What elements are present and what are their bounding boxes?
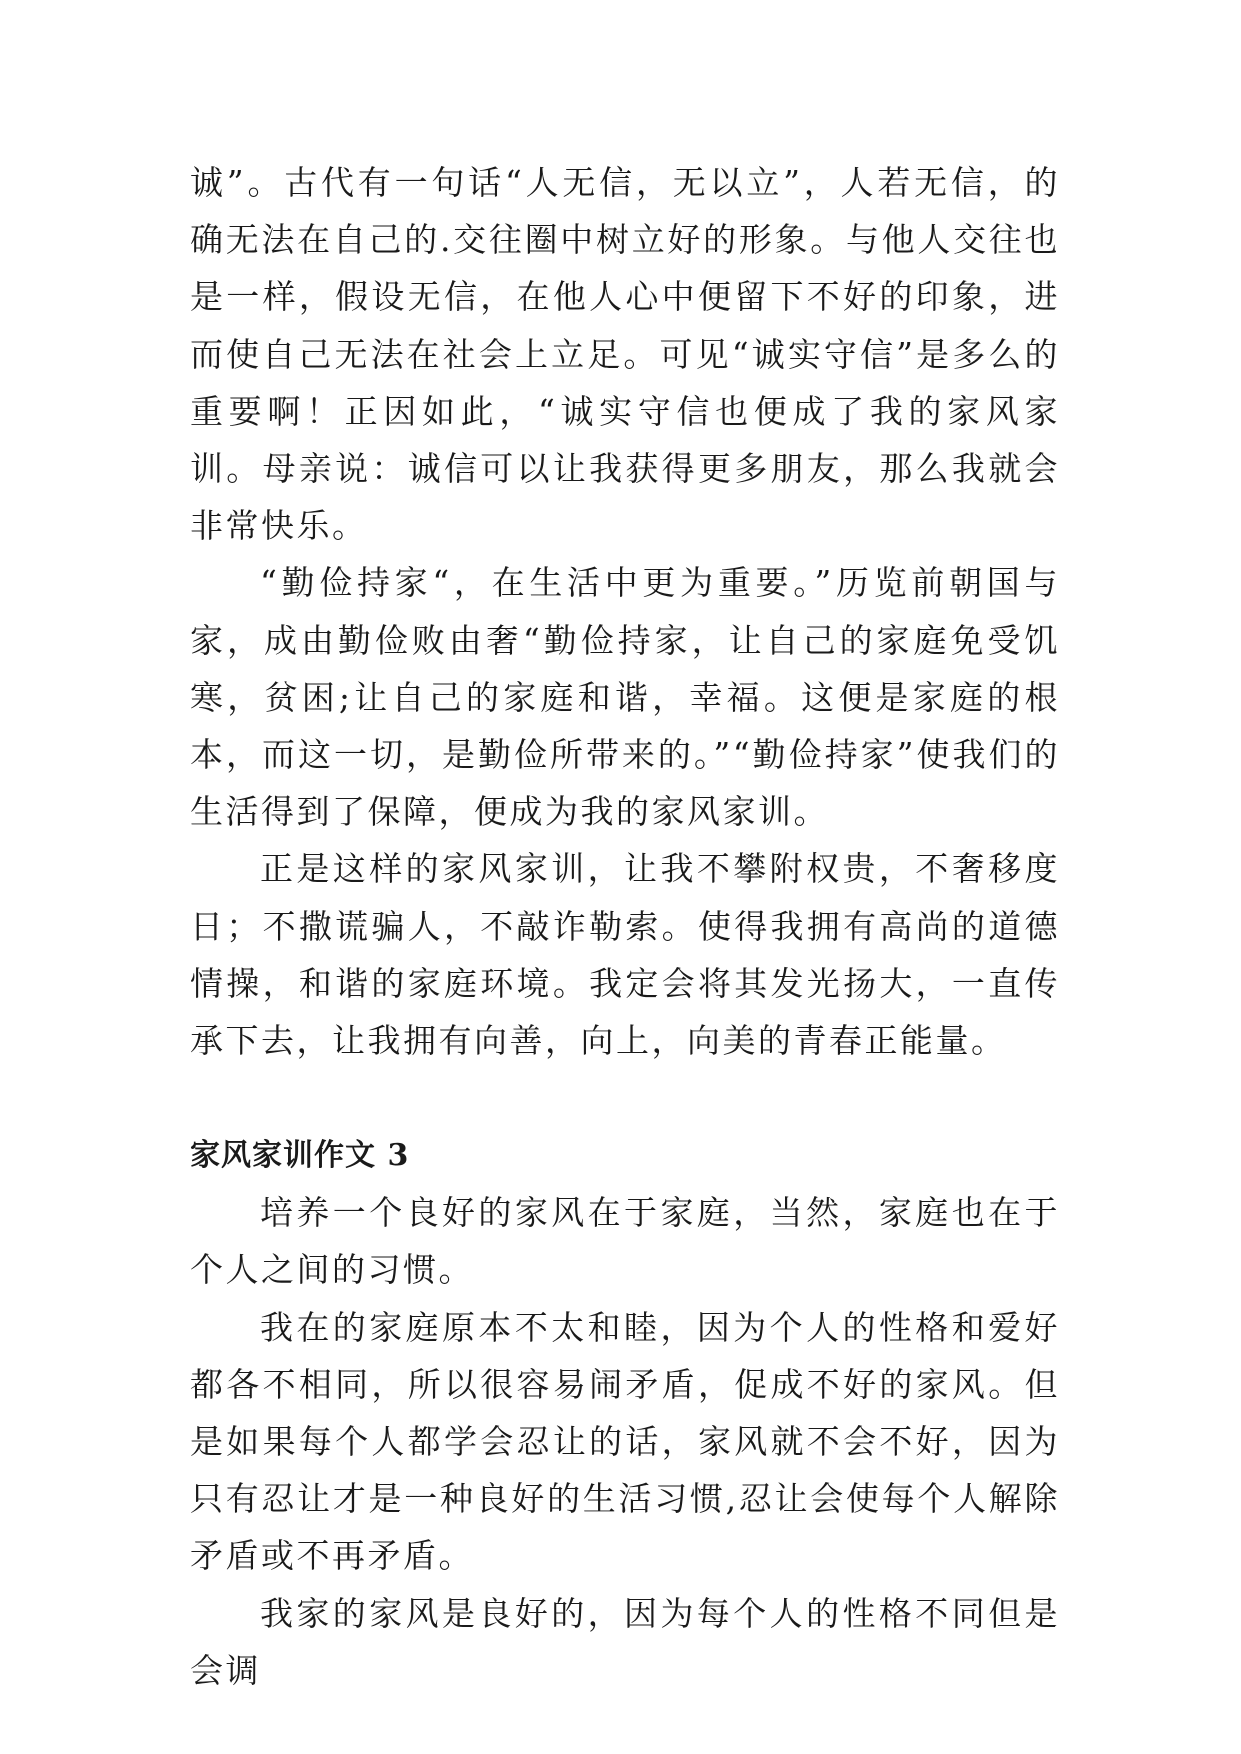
paragraph-family-style: 我家的家风是良好的，因为每个人的性格不同但是会调 — [190, 1593, 1060, 1690]
section-title: 家风家训作文 3 — [190, 1138, 410, 1174]
document-body — [190, 154, 1060, 1699]
paragraph-conclusion: 正是这样的家风家训，让我不攀附权贵，不奢移度日；不撒谎骗人，不敲诈勒索。使得我拥有高尚的道德情操，和谐的家庭环境。我定会将其发光扬大，一直传承下去，让我拥有向善，向上，向美的青春正能量。 — [190, 849, 1060, 1061]
paragraph-family-harmony: 我在的家庭原本不太和睦，因为个人的性格和爱好都各不相同，所以很容易闹矛盾，促成不好的家风。但是如果每个人都学会忍让的话，家风就不会不好，因为只有忍让才是一种良好的生活习惯,忍让会使每个人解除矛盾或不再矛盾。 — [190, 1307, 1060, 1576]
paragraph-frugality: “勤俭持家“，在生活中更为重要。”历览前朝国与家，成由勤俭败由奢“勤俭持家，让自己的家庭免受饥寒，贫困;让自己的家庭和谐，幸福。这便是家庭的根本，而这一切，是勤俭所带来的。”“勤俭持家”使我们的生活得到了保障，便成为我的家风家训。 — [190, 563, 1060, 832]
paragraph-intro: 培养一个良好的家风在于家庭，当然，家庭也在于个人之间的习惯。 — [190, 1193, 1060, 1290]
paragraph-honesty: 诚”。古代有一句话“人无信，无以立”，人若无信，的确无法在自己的.交往圈中树立好的形象。与他人交往也是一样，假设无信，在他人心中便留下不好的印象，进而使自己无法在社会上立足。可见“诚实守信”是多么的重要啊！正因如此，“诚实守信也便成了我的家风家训。母亲说：诚信可以让我获得更多朋友，那么我就会非常快乐。 — [190, 163, 1060, 546]
